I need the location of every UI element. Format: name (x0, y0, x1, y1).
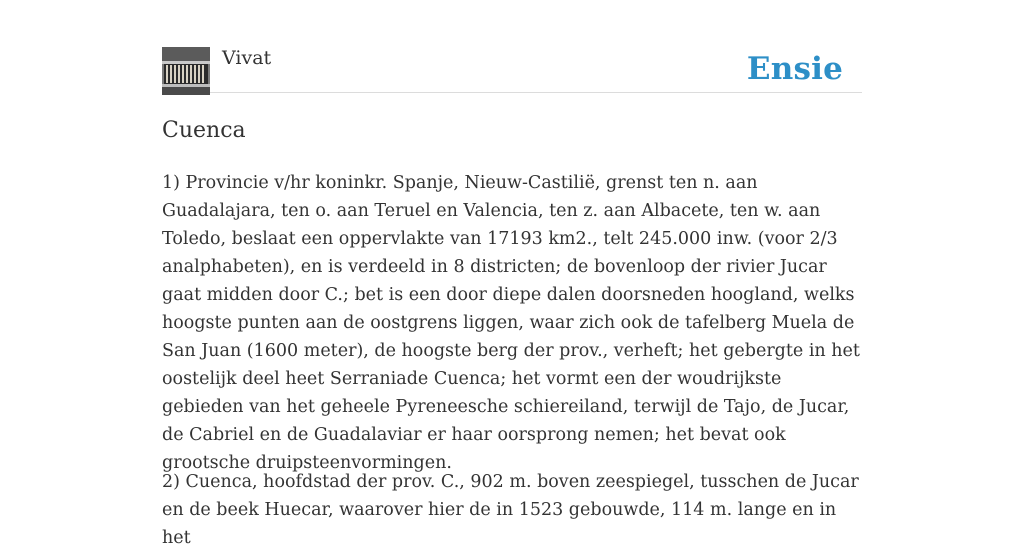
definition-paragraph-1: 1) Provincie v/hr koninkr. Spanje, Nieuw-Castilië, grenst ten n. aan Guadalajara, ten o. aan Teruel en Valencia, ten z. aan Albacete, ten w. aan Toledo, beslaat een oppervlakte van 17193 km2., telt 245.000 inw. (voor 2/3 analphabeten), en is verdeeld in 8 districten; de bovenloop der rivier Jucar gaat midden door C.; bet is een door diepe dalen doorsneden hoogland, welks hoogste punten aan de oostgrens liggen, waar zich ook de tafelberg Muela de San Juan (1600 meter), de hoogste berg der prov., verheft; het gebergte in het oostelijk deel heet Serraniade Cuenca; het vormt een der woudrijkste gebieden van het geheele Pyreneesche schiereiland, terwijl de Tajo, de Jucar, de Cabriel en de Guadalaviar er haar oorsprong nemen; het bevat ook grootsche druipsteenvormingen. (162, 173, 860, 473)
source-name[interactable]: Vivat (222, 47, 272, 69)
brand-logo[interactable]: Ensie (746, 51, 843, 87)
bookshelf-avatar-icon (162, 47, 210, 95)
source-avatar[interactable] (162, 47, 210, 95)
article-page (162, 0, 862, 548)
article-title: Cuenca (162, 118, 246, 143)
header (162, 0, 862, 93)
definition-paragraph-2: 2) Cuenca, hoofdstad der prov. C., 902 m. boven zeespiegel, tusschen de Jucar en de beek Huecar, waarover hier de in 1523 gebouwde, 114 m. lange en in het (162, 472, 859, 548)
